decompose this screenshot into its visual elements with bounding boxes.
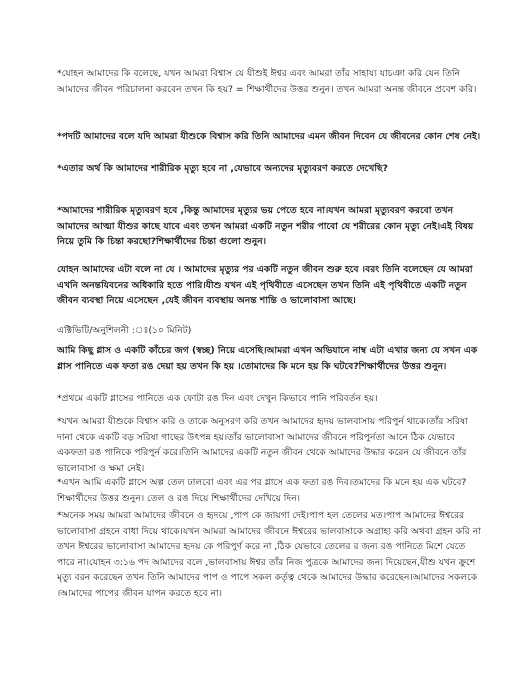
paragraph-first-glass: *প্রথমে একটি গ্লাসের পানিতে এক ফোটা রঙ দিন এবং দেখুন কিভাবে পানি পরিবর্তন হয়। — [57, 393, 378, 404]
paragraph-glass-experiment: আমি কিছু গ্লাস ও একটি কাঁচের জগ (স্বচ্ছ) নিয়ে এসেছি।আমরা এখন অভিযানে নাম্ব এটা এখার জন্য যে সখন এক গ্লাস পানিতে এক ফতা রঙ দেয়া হয় তখন কি হয় ।তোমাদের কি মনে হয় কি ঘটবে?শিক্ষার্থীদের উত্তর শুনুন। — [57, 345, 478, 372]
paragraph-john-belief: *যোহন আমাদের কি বলেছে, যখন আমরা বিশ্বাস যে যীশুই ঈশ্বর এবং আমরা তাঁর সাহায্য যাচঞা করি যেন তিনি আমাদের জীবন পরিচালনা করবেন তখন কি হয়? = শিক্ষার্থীদের উত্তর শুনুন। তখন আমরা অনন্ত জীবনে প্রবেশ করি। — [57, 68, 477, 95]
paragraph-oil-glass: *এখন আমি একটি গ্লাসে অল্প তেল ঢালবো এবং এর পর গ্লাসে এক ফতা রঙ দিব।তমাদের কি মনে হয় এক ঘটবে?শিক্ষার্থীদের উত্তর শুনুন। তেল ও রঙ দিয়ে শিক্ষার্থীদের দেখিয়ে দিন। — [57, 477, 467, 504]
paragraph-verse-eternal-life: *পদটি আমাদের বলে যদি আমরা যীশুকে বিশ্বাস করি তিনি আমাদের এমন জীবন দিবেন যে জীবনের কোন শেষ নেই। — [57, 131, 481, 142]
paragraph-sin-like-oil: *অনেক সময় আমরা আমাদের জীবনে ও হৃদয়ে ,পাপ কে জায়গা দেই।পাপ হল তেলের মত।পাপ আমাদের ঈশ্বরের ভালোবাসা গ্রহনে বাধা দিয়ে থাকে।যখন আমরা আমাদের জীবনে ঈশ্বরের ভালবাসাকে অগ্রাহ্য করি অথবা গ্রহন করি না তখন ঈশ্বরের ভালোবাসা আমাদের হৃদয় কে পরিপুর্ণ করে না ,ঠিক যেভাবে তেলের র জন্য রঙ পানিতে মিশে যেতে পারে না।যোহন ৩:১৬ পদ আমাদের বলে ,ভালবাসায় ঈশ্বর তাঁর নিজ পুত্রকে আমাদের জন্য দিয়েছেন,যীশু যখন ক্রুশে মৃত্যু বরন করেছেন তখন তিনি আমাদের পাপ ও পাপে সকল কর্তৃত্ব থেকে আমাদের উদ্ধার করেছেন।আমাদের সকলকে ।আমাদের পাপের জীবন যাপন করতে হবে না। — [57, 510, 481, 599]
paragraph-physical-death-question: *এতার অর্থ কি আমাদের শারীরিক মৃত্যু হবে না ,যেভাবে অন্যদের মৃত্যুবরণ করতে দেখেছি? — [57, 163, 388, 174]
paragraph-love-fills-heart: *যখন আমরা যীশুকে বিশ্বাস করি ও তাকে অনুসরণ করি তখন আমাদের হৃদয় ভালবাসায় পরিপুর্ন থাকে।তাঁর সরিষা দানা থেকে একটি বড় সরিষা গাছের উৎপন্ন হয়।তাঁর ভালোবাসা আমাদের জীবনে পরিপুর্নতা আনে ঠিক যেভাবে একফতা রঙ পানিকে পরিপুর্ন করে।তিনি আমাদের একটি নতুন জীবন থেকে আমাদের উদ্ধার করেন যে জীবনে তাঁর ভালোবাসা ও ক্ষমা নেই। — [57, 416, 468, 474]
paragraph-new-life-now: যোহন আমাদের এটা বলে না যে । আমাদের মৃত্যুর পর একটি নতুন জীবন শুরু হবে ।বরং তিনি বলেছেন যে আমরা এখনি অনন্তযিবনের অধিকারি হতে পারি।যীশু যখন এই পৃথিবীতে এসেছেন তখন তিনি এই পৃথিবীতে একটি নতুন জীবন ব্যবস্থা নিয়ে এসেছেন ,যেই জীবন ব্যবস্থায় অনন্ত শান্তি ও ভালোবাসা আছে। — [57, 264, 473, 306]
paragraph-death-not-feared: *আমাদের শারীরিক মৃত্যুবরণ হবে ,কিন্তু আমাদের মৃত্যুর ভয় পেতে হবে না।যখন আমরা মৃত্যুবরণ করবো তখন আমাদের আত্মা যীশুর কাছে যাবে এবং তখন আমরা একটি নতুন শরীর পাবো যে শরীরের কোন মৃত্যু নেই।এই বিষয় নিয়ে তুমি কি চিন্তা করছো?শিক্ষার্থীদের চিন্তা গুলো শুনুন। — [57, 205, 474, 247]
activity-heading: এক্টিভিটি/অনুশিলনী :ঃ(১০ মিনিট) — [57, 325, 192, 336]
